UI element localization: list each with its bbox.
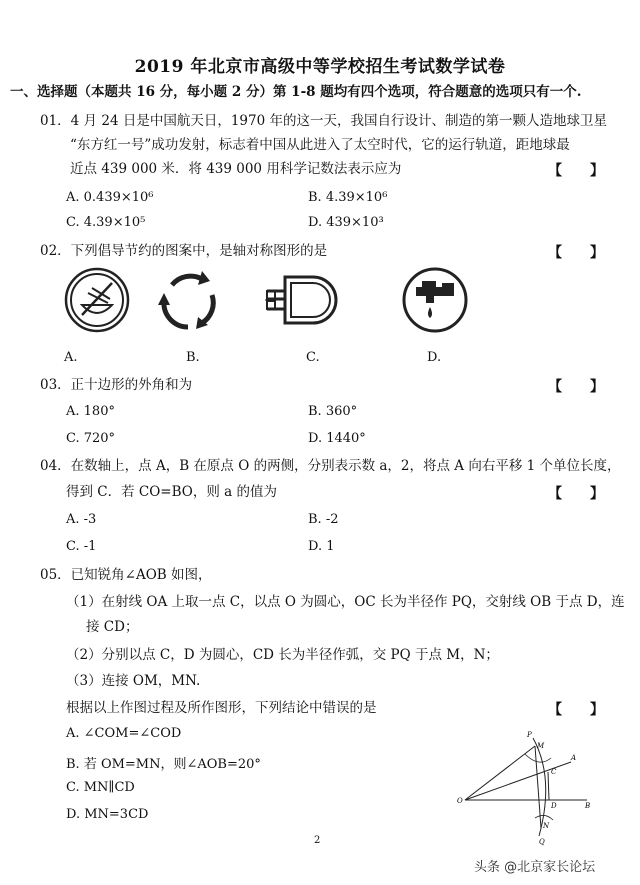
label-o: O [457,797,463,805]
q3-option-b: B. 360° [308,404,358,419]
q1-line3: 近点 439 000 米．将 439 000 用科学记数法表示应为 [70,161,402,177]
q3-option-d: D. 1440° [308,431,366,446]
label-c: C [551,768,557,776]
page-title: 2019 年北京市高级中等学校招生考试数学试卷 [134,57,506,77]
water-tap-icon [400,265,470,339]
q1-line2: “东方红一号”成功发射，标志着中国从此进入了太空时代，它的运行轨道，距地球最 [70,137,570,153]
q2-option-b: B. [186,350,200,365]
answer-bracket-q1: 【 】 [548,163,604,179]
bowl-icon [62,265,132,339]
label-n: N [543,822,550,830]
q5-step3: （3）连接 OM，MN. [66,673,201,689]
label-p: P [527,731,532,739]
label-b: B [585,802,591,810]
q1-option-a: A. 0.439×10⁶ [66,190,154,205]
q5-step2: （2）分别以点 C，D 为圆心，CD 长为半径作弧，交 PQ 于点 M，N； [66,647,499,663]
q2-option-c: C. [306,350,320,365]
q1-line1: 01．4 月 24 日是中国航天日，1970 年的这一天，我国自行设计、制造的第一颗人造地球卫星 [40,113,607,129]
plug-icon [265,265,345,339]
q2-stem: 02．下列倡导节约的图案中，是轴对称图形的是 [40,243,328,259]
page-number: 2 [314,835,321,846]
q5-option-c: C. MN∥CD [66,780,135,795]
q5-option-b: B. 若 OM=MN，则∠AOB=20° [66,757,261,772]
recycle-icon [152,265,224,341]
label-q: Q [539,838,545,846]
q5-option-d: D. MN=3CD [66,807,149,822]
q4-option-d: D. 1 [308,539,335,554]
answer-bracket-q5: 【 】 [548,702,604,718]
q3-option-c: C. 720° [66,431,116,446]
q5-step1-line2: 接 CD； [86,619,139,635]
q5-stem: 05．已知锐角∠AOB 如图， [40,567,212,583]
q1-option-c: C. 4.39×10⁵ [66,215,146,230]
answer-bracket-q4: 【 】 [548,486,604,502]
q4-line1: 04．在数轴上，点 A，B 在原点 O 的两侧，分别表示数 a，2，将点 A 向右平移 1 个单位长度， [40,458,621,474]
q1-option-b: B. 4.39×10⁶ [308,190,388,205]
label-m: M [537,742,545,750]
q2-option-a: A. [64,350,78,365]
q4-line2: 得到 C．若 CO=BO，则 a 的值为 [66,484,277,500]
answer-bracket-q3: 【 】 [548,379,604,395]
q4-option-b: B. -2 [308,512,339,527]
q5-step1-line1: （1）在射线 OA 上取一点 C，以点 O 为圆心，OC 长为半径作 PQ，交射线 OB 于点 D，连 [66,594,625,610]
q3-stem: 03．正十边形的外角和为 [40,377,193,393]
q3-option-a: A. 180° [66,404,115,419]
answer-bracket-q2: 【 】 [548,245,604,261]
q1-option-d: D. 439×10³ [308,215,384,230]
angle-construction-figure [455,728,595,852]
q5-prompt: 根据以上作图过程及所作图形，下列结论中错误的是 [66,700,377,716]
q5-option-a: A. ∠COM=∠COD [66,726,182,741]
q4-option-a: A. -3 [66,512,97,527]
section-heading: 一、选择题（本题共 16 分，每小题 2 分）第 1-8 题均有四个选项，符合题意的选项只有一个. [10,84,582,100]
q2-option-d: D. [427,350,442,365]
label-d: D [551,802,557,810]
q4-option-c: C. -1 [66,539,97,554]
label-a: A [571,754,577,762]
watermark-text: 头条 @北京家长论坛 [474,860,596,875]
